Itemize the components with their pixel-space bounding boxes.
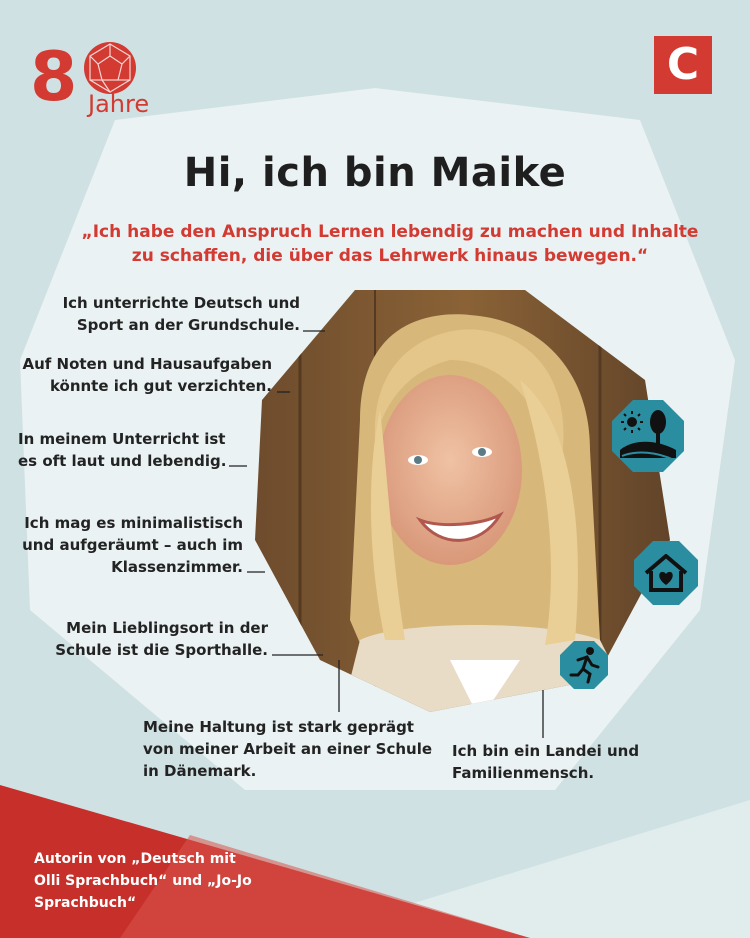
fact-family: Ich bin ein Landei und Familienmensch. [452,742,640,782]
running-icon [560,641,608,689]
fact-classroom: In meinem Unterricht ist es oft laut und lebendig. [18,430,227,470]
polyhedron-icon [82,40,138,96]
author-credits: Autorin von „Deutsch mit Olli Sprachbuch“ und „Jo-Jo Sprachbuch“ [34,851,252,911]
fact-teaching: Ich unterrichte Deutsch und Sport an der Grundschule. [62,294,300,334]
nature-icon [612,400,684,472]
anniversary-number: 8 [30,38,78,117]
fact-denmark: Meine Haltung ist stark geprägt von meiner Arbeit an einer Schule in Dänemark. [143,718,433,780]
fact-minimalism: Ich mag es minimalistisch und aufgeräumt – auch im Klassenzimmer. [22,514,243,576]
quote: „Ich habe den Anspruch Lernen lebendig zu machen und Inhalte zu schaffen, die über das Lehrwerk hinaus bewegen.“ [81,222,699,266]
anniversary-logo [30,38,170,128]
brand-logo [654,36,712,94]
brand-letter: C [666,39,700,90]
home-heart-icon [634,541,698,605]
page-title: Hi, ich bin Maike [183,150,567,196]
fact-favorite-place: Mein Lieblingsort in der Schule ist die Sporthalle. [55,619,268,659]
anniversary-label: Jahre [88,90,150,118]
fact-grades: Auf Noten und Hausaufgaben könnte ich gut verzichten. [22,355,272,395]
